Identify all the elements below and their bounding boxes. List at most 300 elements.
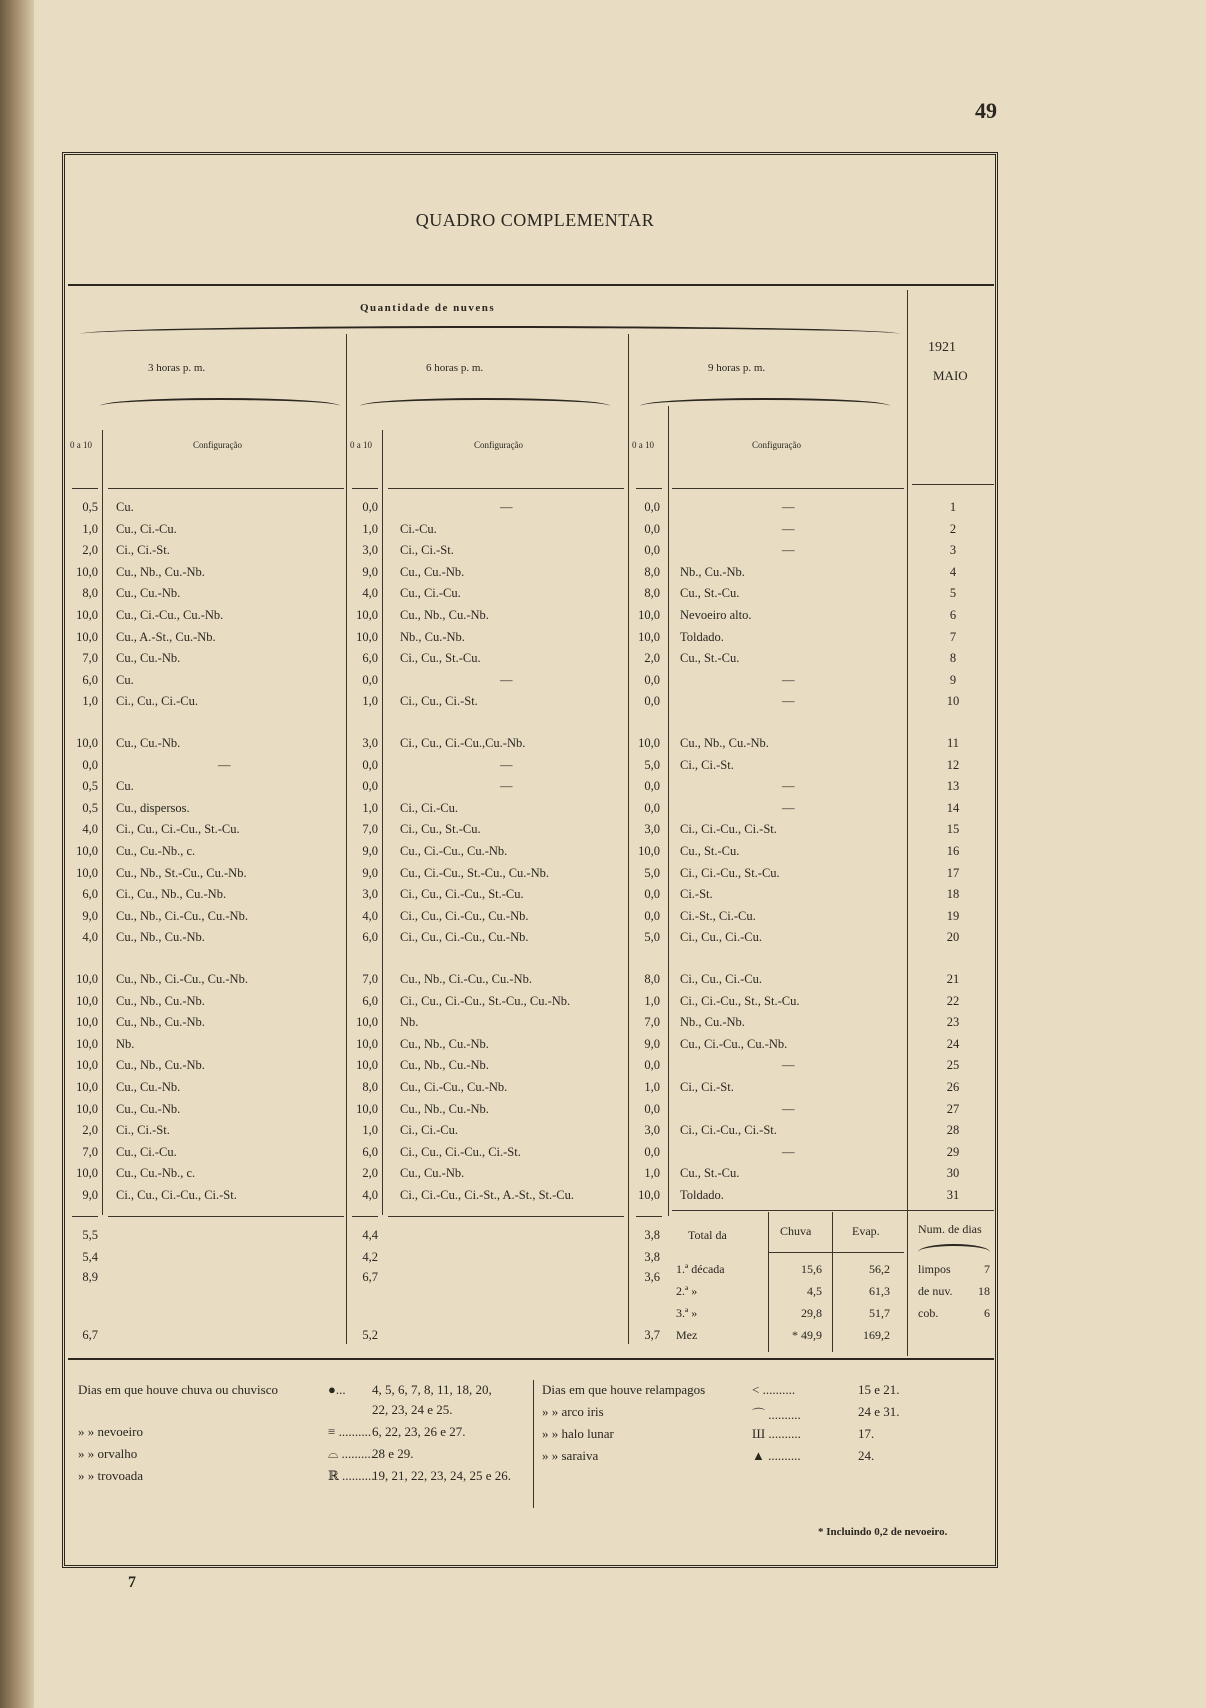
num-days-label: limpos — [918, 1262, 951, 1276]
cloud-amount-9pm: 10,0 — [638, 608, 660, 622]
footer-right-symbol: ▲ .......... — [752, 1448, 801, 1463]
config-6pm: Ci., Cu., Ci.-St. — [400, 694, 478, 709]
mean-value-col3: 6,7 — [82, 1328, 98, 1342]
day-number: 9 — [949, 672, 957, 687]
cloud-amount-3pm: 0,5 — [82, 500, 98, 514]
scale-header-3pm: 0 a 10 — [70, 440, 92, 450]
day-number: 5 — [949, 586, 957, 601]
totals-rain: 4,5 — [807, 1284, 822, 1298]
cloud-amount-9pm: 3,0 — [644, 822, 660, 837]
cloud-amount-3pm: 6,0 — [82, 887, 98, 902]
cloud-amount-6pm: 6,0 — [362, 993, 378, 1008]
column-divider — [102, 430, 103, 1215]
config-header-9pm: Configuração — [752, 440, 801, 450]
mean-value-col6: 6,7 — [362, 1270, 378, 1284]
footer-left-symbol: ⌓ .......... — [328, 1446, 375, 1461]
config-6pm: Ci.-Cu. — [400, 521, 437, 536]
config-6pm: Cu., Cu.-Nb. — [400, 564, 465, 579]
config-6pm: Ci., Cu., Ci.-Cu., Ci.-St. — [400, 1144, 521, 1159]
bottom-number: 7 — [128, 1574, 136, 1591]
group-9pm-label: 9 horas p. m. — [708, 362, 766, 374]
cloud-amount-6pm: 10,0 — [356, 608, 378, 622]
month-label: MAIO — [933, 368, 968, 383]
means-rule — [388, 1216, 624, 1217]
cloud-amount-9pm: 5,0 — [644, 930, 660, 945]
totals-rain: * 49,9 — [792, 1328, 822, 1342]
cloud-amount-9pm: 1,0 — [644, 1080, 660, 1094]
cloud-amount-3pm: 10,0 — [76, 972, 98, 986]
config-3pm: Cu., Cu.-Nb., c. — [116, 1166, 196, 1181]
cloud-amount-9pm: 0,0 — [644, 1101, 660, 1116]
config-9pm: — — [782, 800, 795, 815]
cloud-amount-3pm: 0,0 — [82, 757, 98, 772]
cloud-amount-3pm: 10,0 — [76, 564, 98, 579]
cloud-amount-3pm: 10,0 — [76, 1166, 98, 1181]
cloud-amount-3pm: 4,0 — [82, 822, 98, 837]
cloud-amount-9pm: 0,0 — [644, 800, 660, 815]
footer-left-days: 6, 22, 23, 26 e 27. — [372, 1424, 466, 1439]
config-3pm: Cu., Nb., Ci.-Cu., Cu.-Nb. — [116, 908, 248, 923]
mean-value-col9: 3,8 — [644, 1250, 660, 1264]
footer-right-label: » » arco iris — [542, 1404, 604, 1419]
cloud-amount-6pm: 6,0 — [362, 651, 378, 666]
cloud-amount-9pm: 0,0 — [644, 887, 660, 902]
day-number: 18 — [946, 887, 960, 902]
day-number: 30 — [946, 1166, 960, 1181]
cloud-amount-9pm: 9,0 — [644, 1036, 660, 1051]
totals-divider — [768, 1212, 769, 1352]
config-9pm: — — [782, 543, 795, 558]
header-underline — [108, 488, 344, 489]
footer-right-symbol: Ш .......... — [752, 1426, 801, 1441]
footer-right-label: » » saraiva — [542, 1448, 599, 1463]
cloud-amount-3pm: 2,0 — [82, 1123, 98, 1138]
scale-header-9pm: 0 a 10 — [632, 440, 654, 450]
config-6pm: Cu., Ci.-Cu., Cu.-Nb. — [400, 1080, 508, 1094]
config-3pm: Cu. — [116, 672, 134, 687]
config-3pm: Cu., A.-St., Cu.-Nb. — [116, 629, 216, 644]
cloud-amount-6pm: 0,0 — [362, 500, 378, 514]
config-3pm: Cu., Cu.-Nb. — [116, 736, 181, 750]
day-number: 14 — [946, 800, 960, 815]
cloud-amount-9pm: 0,0 — [644, 694, 660, 709]
footer-right-symbol: < .......... — [752, 1382, 796, 1397]
footer-right-symbol: ⌒ .......... — [752, 1407, 801, 1422]
config-9pm: Nb., Cu.-Nb. — [680, 564, 745, 579]
cloud-amount-9pm: 0,0 — [644, 500, 660, 514]
config-6pm: — — [500, 672, 513, 687]
day-number: 23 — [946, 1015, 960, 1030]
cloud-amount-9pm: 0,0 — [644, 672, 660, 687]
config-6pm: Ci., Cu., Ci.-Cu., Cu.-Nb. — [400, 930, 529, 945]
num-days-value: 6 — [984, 1306, 990, 1320]
mean-value-col9: 3,6 — [644, 1270, 660, 1284]
config-9pm: Nevoeiro alto. — [680, 608, 752, 622]
config-3pm: Cu., Nb., Ci.-Cu., Cu.-Nb. — [116, 972, 248, 986]
header-underline — [672, 488, 904, 489]
cloud-amount-6pm: 0,0 — [362, 779, 378, 794]
config-3pm: Cu. — [116, 500, 134, 514]
config-header-3pm: Configuração — [193, 440, 242, 450]
means-rule — [72, 1216, 98, 1217]
cloud-amount-6pm: 3,0 — [362, 736, 378, 750]
config-3pm: Ci., Cu., Ci.-Cu., St.-Cu. — [116, 822, 240, 837]
config-6pm: — — [500, 757, 513, 772]
totals-rain: 15,6 — [801, 1262, 822, 1276]
footer-left-days: 4, 5, 6, 7, 8, 11, 18, 20, — [372, 1382, 492, 1397]
totals-evap: 51,7 — [869, 1306, 890, 1320]
footer-left-symbol: ℝ .......... — [328, 1468, 375, 1483]
mean-value-col6: 4,4 — [362, 1228, 378, 1242]
totals-period: 3.ª » — [676, 1306, 698, 1320]
cloud-amount-3pm: 9,0 — [82, 908, 98, 923]
num-days-label: cob. — [918, 1306, 939, 1320]
config-9pm: Toldado. — [680, 629, 724, 644]
cloud-amount-6pm: 10,0 — [356, 1058, 378, 1073]
mean-value-col9: 3,7 — [644, 1328, 660, 1342]
num-days-value: 7 — [984, 1262, 990, 1276]
config-3pm: Cu. — [116, 779, 134, 794]
day-number: 10 — [946, 694, 960, 709]
day-number: 17 — [946, 865, 960, 880]
totals-divider — [832, 1212, 833, 1352]
means-rule — [108, 1216, 344, 1217]
cloud-amount-6pm: 1,0 — [362, 521, 378, 536]
day-number: 20 — [946, 930, 960, 945]
day-number: 22 — [946, 993, 960, 1008]
group-3pm-label: 3 horas p. m. — [148, 362, 206, 374]
footer-left-days: 22, 23, 24 e 25. — [372, 1402, 453, 1417]
cloud-amount-9pm: 2,0 — [644, 651, 660, 666]
header-rule — [68, 284, 994, 286]
config-9pm: Cu., Nb., Cu.-Nb. — [680, 736, 769, 750]
num-days-value: 18 — [978, 1284, 990, 1298]
config-3pm: Cu., Nb., St.-Cu., Cu.-Nb. — [116, 865, 247, 880]
column-divider — [382, 430, 383, 1215]
cloud-amount-9pm: 10,0 — [638, 629, 660, 644]
config-9pm: — — [782, 1101, 795, 1116]
cloud-amount-9pm: 8,0 — [644, 586, 660, 601]
config-3pm: Cu., Cu.-Nb. — [116, 586, 181, 601]
header-underline — [912, 484, 994, 485]
cloud-amount-3pm: 10,0 — [76, 1036, 98, 1051]
day-number: 7 — [949, 629, 957, 644]
day-number: 21 — [946, 972, 960, 986]
cloud-amount-6pm: 9,0 — [362, 844, 378, 858]
cloud-amount-6pm: 1,0 — [362, 1123, 378, 1138]
cloud-amount-3pm: 10,0 — [76, 1015, 98, 1030]
footer-left-label: Dias em que houve chuva ou chuvisco — [78, 1382, 279, 1397]
mean-value-col3: 5,4 — [82, 1250, 98, 1264]
config-9pm: Ci.-St. — [680, 887, 713, 902]
cloud-amount-3pm: 10,0 — [76, 629, 98, 644]
config-3pm: Cu., Cu.-Nb., c. — [116, 844, 196, 858]
scale-header-6pm: 0 a 10 — [350, 440, 372, 450]
cloud-amount-3pm: 0,5 — [82, 779, 98, 794]
day-number: 12 — [946, 757, 960, 772]
footer-left-label: » » trovoada — [78, 1468, 143, 1483]
cloud-amount-9pm: 0,0 — [644, 1058, 660, 1073]
config-3pm: Cu., Nb., Cu.-Nb. — [116, 1058, 205, 1073]
config-9pm: Ci., Ci.-Cu., St., St.-Cu. — [680, 993, 800, 1008]
mean-value-col9: 3,8 — [644, 1228, 660, 1242]
config-6pm: Ci., Cu., Ci.-Cu., St.-Cu. — [400, 887, 524, 902]
cloud-amount-9pm: 10,0 — [638, 736, 660, 750]
config-3pm: Ci., Cu., Nb., Cu.-Nb. — [116, 887, 227, 902]
column-divider — [668, 406, 669, 1216]
footer-rule — [68, 1358, 994, 1360]
day-number: 6 — [949, 608, 957, 622]
cloud-amount-9pm: 0,0 — [644, 521, 660, 536]
totals-evap: 56,2 — [869, 1262, 890, 1276]
num-days-header: Num. de dias — [918, 1222, 982, 1236]
cloud-amount-9pm: 0,0 — [644, 779, 660, 794]
day-number: 28 — [946, 1123, 960, 1138]
config-header-6pm: Configuração — [474, 440, 523, 450]
cloud-amount-9pm: 10,0 — [638, 1188, 660, 1202]
cloud-amount-6pm: 8,0 — [362, 1080, 378, 1094]
footer-left-days: 19, 21, 22, 23, 24, 25 e 26. — [372, 1468, 512, 1483]
cloud-amount-6pm: 6,0 — [362, 1144, 378, 1159]
config-6pm: — — [500, 779, 513, 794]
header-underline — [636, 488, 662, 489]
footer-left-symbol: ●... — [328, 1382, 346, 1397]
config-6pm: Cu., Nb., Cu.-Nb. — [400, 1058, 489, 1073]
cloud-amount-6pm: 4,0 — [362, 908, 378, 923]
config-9pm: Nb., Cu.-Nb. — [680, 1015, 745, 1030]
config-9pm: Cu., St.-Cu. — [680, 651, 740, 666]
config-6pm: Cu., Cu.-Nb. — [400, 1166, 465, 1181]
day-number: 2 — [949, 521, 957, 536]
cloud-amount-6pm: 10,0 — [356, 1015, 378, 1030]
config-9pm: — — [782, 1144, 795, 1159]
config-3pm: Ci., Ci.-St. — [116, 543, 170, 558]
config-6pm: Ci., Cu., St.-Cu. — [400, 822, 481, 837]
config-9pm: Cu., St.-Cu. — [680, 1166, 740, 1181]
config-9pm: Cu., St.-Cu. — [680, 586, 740, 601]
cloud-amount-6pm: 7,0 — [362, 972, 378, 986]
config-9pm: Ci., Ci.-Cu., Ci.-St. — [680, 1123, 777, 1138]
footer-right-label: » » halo lunar — [542, 1426, 614, 1441]
footer-right-days: 24. — [858, 1448, 875, 1463]
cloud-amount-3pm: 10,0 — [76, 1058, 98, 1073]
mean-value-col3: 8,9 — [82, 1270, 98, 1284]
cloud-amount-9pm: 0,0 — [644, 543, 660, 558]
cloud-quantity-label: Quantidade de nuvens — [360, 302, 496, 314]
config-3pm: Cu., Ci.-Cu. — [116, 521, 177, 536]
config-6pm: Cu., Ci.-Cu., St.-Cu., Cu.-Nb. — [400, 865, 549, 880]
config-6pm: Ci., Cu., Ci.-Cu., Cu.-Nb. — [400, 908, 529, 923]
means-rule — [352, 1216, 378, 1217]
totals-period: 1.ª década — [676, 1262, 725, 1276]
cloud-amount-9pm: 8,0 — [644, 972, 660, 986]
config-6pm: Nb., Cu.-Nb. — [400, 629, 465, 644]
day-number: 1 — [949, 500, 957, 514]
cloud-amount-3pm: 6,0 — [82, 672, 98, 687]
num-days-label: de nuv. — [918, 1284, 953, 1298]
cloud-amount-6pm: 9,0 — [362, 865, 378, 880]
cloud-amount-9pm: 5,0 — [644, 865, 660, 880]
column-divider — [907, 290, 908, 1356]
config-3pm: Cu., Cu.-Nb. — [116, 1101, 181, 1116]
means-rule — [636, 1216, 662, 1217]
config-6pm: — — [500, 500, 513, 514]
cloud-amount-6pm: 10,0 — [356, 1101, 378, 1116]
config-6pm: Nb. — [400, 1015, 419, 1030]
cloud-amount-3pm: 9,0 — [82, 1188, 98, 1202]
config-6pm: Cu., Nb., Cu.-Nb. — [400, 608, 489, 622]
cloud-amount-3pm: 10,0 — [76, 1080, 98, 1094]
cloud-amount-6pm: 3,0 — [362, 887, 378, 902]
cloud-amount-6pm: 1,0 — [362, 694, 378, 709]
cloud-amount-6pm: 6,0 — [362, 930, 378, 945]
totals-header-rain: Chuva — [780, 1224, 812, 1238]
day-number: 26 — [946, 1080, 960, 1094]
config-9pm: — — [782, 672, 795, 687]
cloud-amount-3pm: 7,0 — [82, 651, 98, 666]
footer-left-label: » » orvalho — [78, 1446, 138, 1461]
config-9pm: Cu., Ci.-Cu., Cu.-Nb. — [680, 1036, 788, 1051]
year-label: 1921 — [928, 340, 956, 355]
footer-right-days: 24 e 31. — [858, 1404, 900, 1419]
cloud-amount-3pm: 10,0 — [76, 1101, 98, 1116]
day-number: 11 — [946, 736, 960, 750]
header-underline — [72, 488, 98, 489]
group-6pm-label: 6 horas p. m. — [426, 362, 484, 374]
day-number: 29 — [946, 1144, 960, 1159]
cloud-amount-3pm: 10,0 — [76, 736, 98, 750]
cloud-amount-6pm: 3,0 — [362, 543, 378, 558]
config-3pm: Ci., Cu., Ci.-Cu., Ci.-St. — [116, 1188, 237, 1202]
cloud-amount-9pm: 3,0 — [644, 1123, 660, 1138]
config-6pm: Cu., Nb., Ci.-Cu., Cu.-Nb. — [400, 972, 532, 986]
config-9pm: — — [782, 521, 795, 536]
cloud-amount-9pm: 7,0 — [644, 1015, 660, 1030]
totals-header-evap: Evap. — [852, 1224, 880, 1238]
config-3pm: Cu., Nb., Cu.-Nb. — [116, 993, 205, 1008]
cloud-amount-9pm: 0,0 — [644, 908, 660, 923]
day-number: 3 — [949, 543, 957, 558]
cloud-amount-3pm: 2,0 — [82, 543, 98, 558]
config-6pm: Ci., Cu., Ci.-Cu.,Cu.-Nb. — [400, 736, 526, 750]
cloud-amount-3pm: 10,0 — [76, 865, 98, 880]
config-6pm: Ci., Ci.-Cu. — [400, 1123, 458, 1138]
config-3pm: Cu., Nb., Cu.-Nb. — [116, 564, 205, 579]
config-6pm: Cu., Ci.-Cu., Cu.-Nb. — [400, 844, 508, 858]
cloud-amount-3pm: 10,0 — [76, 608, 98, 622]
footer-right-days: 17. — [858, 1426, 875, 1441]
page-spine — [0, 0, 34, 1708]
config-6pm: Ci., Ci.-Cu., Ci.-St., A.-St., St.-Cu. — [400, 1188, 574, 1202]
config-3pm: Cu., Cu.-Nb. — [116, 651, 181, 666]
cloud-amount-3pm: 4,0 — [82, 930, 98, 945]
config-9pm: — — [782, 779, 795, 794]
footer-right-label: Dias em que houve relampagos — [542, 1382, 706, 1397]
footer-left-label: » » nevoeiro — [78, 1424, 143, 1439]
config-3pm: Cu., dispersos. — [116, 800, 190, 815]
day-number: 13 — [946, 779, 960, 794]
config-9pm: — — [782, 1058, 795, 1073]
config-6pm: Ci., Cu., Ci.-Cu., St.-Cu., Cu.-Nb. — [400, 993, 571, 1008]
config-3pm: Cu., Nb., Cu.-Nb. — [116, 930, 205, 945]
footnote: * Incluindo 0,2 de nevoeiro. — [818, 1526, 948, 1538]
cloud-amount-9pm: 10,0 — [638, 844, 660, 858]
config-3pm: — — [218, 757, 231, 772]
config-9pm: Ci., Cu., Ci.-Cu. — [680, 930, 762, 945]
cloud-amount-9pm: 1,0 — [644, 993, 660, 1008]
config-9pm: Cu., St.-Cu. — [680, 844, 740, 858]
cloud-amount-6pm: 0,0 — [362, 672, 378, 687]
day-number: 4 — [949, 564, 957, 579]
day-number: 19 — [946, 908, 960, 923]
config-9pm: Ci.-St., Ci.-Cu. — [680, 908, 756, 923]
footer-right-days: 15 e 21. — [858, 1382, 900, 1397]
mean-value-col6: 4,2 — [362, 1250, 378, 1264]
config-9pm: — — [782, 500, 795, 514]
cloud-amount-9pm: 1,0 — [644, 1166, 660, 1181]
config-6pm: Cu., Nb., Cu.-Nb. — [400, 1036, 489, 1051]
totals-rule — [768, 1252, 904, 1253]
day-number: 27 — [946, 1101, 960, 1116]
cloud-amount-3pm: 1,0 — [82, 694, 98, 709]
cloud-amount-6pm: 7,0 — [362, 822, 378, 837]
config-3pm: Cu., Ci.-Cu. — [116, 1144, 177, 1159]
config-9pm: Ci., Ci.-St. — [680, 757, 734, 772]
cloud-amount-3pm: 7,0 — [82, 1144, 98, 1159]
day-number: 25 — [946, 1058, 960, 1073]
mean-value-col3: 5,5 — [82, 1228, 98, 1242]
totals-period: Mez — [676, 1328, 698, 1342]
cloud-amount-6pm: 2,0 — [362, 1166, 378, 1181]
config-3pm: Cu., Ci.-Cu., Cu.-Nb. — [116, 608, 224, 622]
page-title: QUADRO COMPLEMENTAR — [415, 210, 655, 230]
cloud-amount-9pm: 0,0 — [644, 1144, 660, 1159]
cloud-amount-9pm: 8,0 — [644, 564, 660, 579]
page-number: 49 — [975, 98, 997, 123]
cloud-amount-3pm: 8,0 — [82, 586, 98, 601]
footer-left-symbol: ≡ .......... — [328, 1424, 372, 1439]
day-number: 31 — [946, 1188, 960, 1202]
totals-evap: 169,2 — [863, 1328, 890, 1342]
totals-header-total: Total da — [688, 1228, 727, 1242]
config-6pm: Ci., Ci.-St. — [400, 543, 454, 558]
day-number: 8 — [949, 651, 957, 666]
config-9pm: Ci., Ci.-Cu., Ci.-St. — [680, 822, 777, 837]
cloud-amount-9pm: 5,0 — [644, 757, 660, 772]
config-3pm: Cu., Nb., Cu.-Nb. — [116, 1015, 205, 1030]
cloud-amount-3pm: 10,0 — [76, 844, 98, 858]
cloud-amount-6pm: 4,0 — [362, 1188, 378, 1202]
cloud-amount-6pm: 1,0 — [362, 800, 378, 815]
config-9pm: — — [782, 694, 795, 709]
footer-divider — [533, 1380, 534, 1508]
config-3pm: Ci., Ci.-St. — [116, 1123, 170, 1138]
config-6pm: Ci., Cu., St.-Cu. — [400, 651, 481, 666]
day-number: 16 — [946, 844, 960, 858]
config-6pm: Cu., Ci.-Cu. — [400, 586, 461, 601]
header-underline — [352, 488, 378, 489]
cloud-amount-6pm: 4,0 — [362, 586, 378, 601]
totals-rain: 29,8 — [801, 1306, 822, 1320]
day-number: 15 — [946, 822, 960, 837]
config-3pm: Cu., Cu.-Nb. — [116, 1080, 181, 1094]
cloud-amount-6pm: 0,0 — [362, 757, 378, 772]
config-9pm: Ci., Cu., Ci.-Cu. — [680, 972, 762, 986]
cloud-amount-3pm: 1,0 — [82, 521, 98, 536]
footer-left-days: 28 e 29. — [372, 1446, 414, 1461]
config-3pm: Ci., Cu., Ci.-Cu. — [116, 694, 198, 709]
header-underline — [388, 488, 624, 489]
